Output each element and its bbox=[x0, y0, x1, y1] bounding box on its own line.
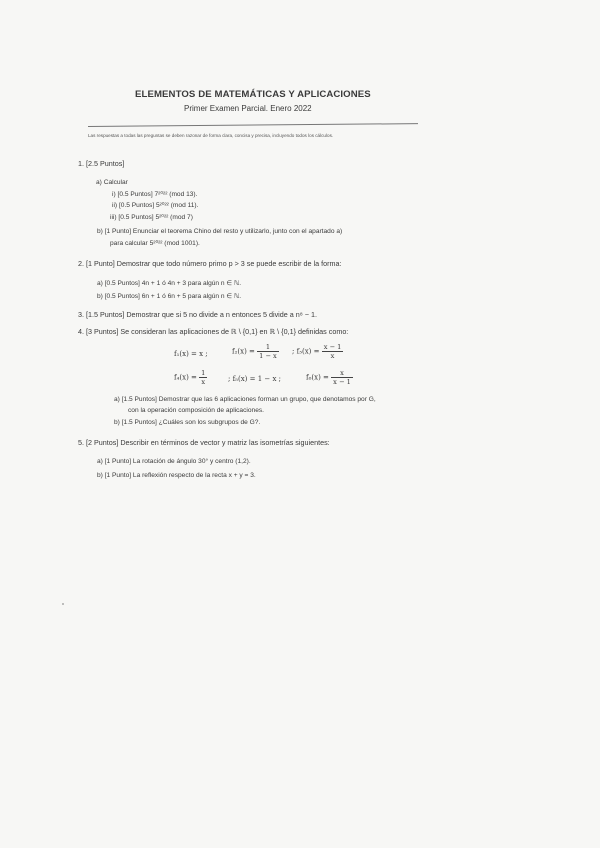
q5-title: 5. [2 Puntos] Describir en términos de vector y matriz las isometrías siguientes: bbox=[78, 438, 330, 447]
header-divider bbox=[88, 123, 418, 127]
q5-part-b: b) [1 Punto] La reflexión respecto de la recta x + y = 3. bbox=[97, 472, 256, 479]
function-f5: ; f₅(x) = 1 − x ; bbox=[228, 375, 282, 383]
f4-label: f₄(x) = bbox=[174, 373, 197, 382]
f3-label: ; f₃(x) = bbox=[292, 347, 320, 356]
exam-subtitle: Primer Examen Parcial. Enero 2022 bbox=[184, 104, 312, 113]
f3-numerator: x − 1 bbox=[323, 343, 342, 351]
q1-part-a-iii: iii) [0.5 Puntos] 5²⁰²² (mod 7) bbox=[110, 214, 193, 221]
function-f1: f₁(x) = x ; bbox=[174, 350, 208, 358]
scan-speck bbox=[62, 603, 64, 605]
function-f4 bbox=[174, 369, 207, 386]
f4-fraction bbox=[199, 369, 207, 386]
q1-part-a-i: i) [0.5 Puntos] 7²⁰²² (mod 13). bbox=[112, 191, 198, 198]
q5-part-a: a) [1 Punto] La rotación de ángulo 30° y centro (1,2). bbox=[97, 458, 251, 465]
f2-label: f₂(x) = bbox=[232, 347, 255, 356]
f4-denominator: x bbox=[201, 378, 206, 386]
f6-label: f₆(x) = bbox=[306, 373, 329, 382]
exam-instructions: Las respuestas a todas las preguntas se deben razonar de forma clara, concisa y precisa, incluyendo todos los cálculos. bbox=[88, 133, 334, 138]
q4-part-a-line1: a) [1.5 Puntos] Demostrar que las 6 aplicaciones forman un grupo, que denotamos por G, bbox=[114, 396, 376, 403]
q1-part-a-ii: ii) [0.5 Puntos] 5²⁰²² (mod 11). bbox=[112, 202, 199, 209]
f6-denominator: x − 1 bbox=[333, 378, 351, 386]
f6-numerator: x bbox=[331, 369, 353, 378]
f3-fraction bbox=[322, 343, 344, 360]
function-f3 bbox=[292, 343, 343, 360]
f2-denominator: 1 − x bbox=[259, 352, 277, 360]
q4-part-b: b) [1.5 Puntos] ¿Cuáles son los subgrupos de G?. bbox=[114, 419, 261, 426]
q2-part-a: a) [0.5 Puntos] 4n + 1 ó 4n + 3 para algún n ∈ ℕ. bbox=[97, 280, 242, 287]
q1-part-b-line2: para calcular 5²⁰²² (mod 1001). bbox=[110, 240, 200, 247]
f6-fraction bbox=[331, 369, 353, 386]
f2-numerator: 1 bbox=[257, 343, 279, 352]
function-f6 bbox=[306, 369, 353, 386]
f2-fraction bbox=[257, 343, 279, 360]
q4-title: 4. [3 Puntos] Se consideran las aplicaciones de ℝ \ {0,1} en ℝ \ {0,1} definidas como: bbox=[78, 327, 349, 336]
q3-title: 3. [1.5 Puntos] Demostrar que si 5 no divide a n entonces 5 divide a n⁸ − 1. bbox=[78, 310, 317, 319]
q2-title: 2. [1 Punto] Demostrar que todo número primo p > 3 se puede escribir de la forma: bbox=[78, 259, 342, 268]
q1-title: 1. [2.5 Puntos] bbox=[78, 159, 125, 168]
q2-part-b: b) [0.5 Puntos] 6n + 1 ó 6n + 5 para algún n ∈ ℕ. bbox=[97, 293, 242, 300]
function-f2 bbox=[232, 343, 279, 360]
f4-numerator: 1 bbox=[201, 369, 206, 377]
f3-denominator: x bbox=[330, 352, 335, 360]
q1-part-a: a) Calcular bbox=[96, 179, 128, 186]
q1-part-b-line1: b) [1 Punto] Enunciar el teorema Chino del resto y utilizarlo, junto con el apartado a) bbox=[97, 228, 343, 235]
q4-part-a-line2: con la operación composición de aplicaciones. bbox=[128, 407, 264, 414]
exam-title: ELEMENTOS DE MATEMÁTICAS Y APLICACIONES bbox=[135, 89, 371, 100]
